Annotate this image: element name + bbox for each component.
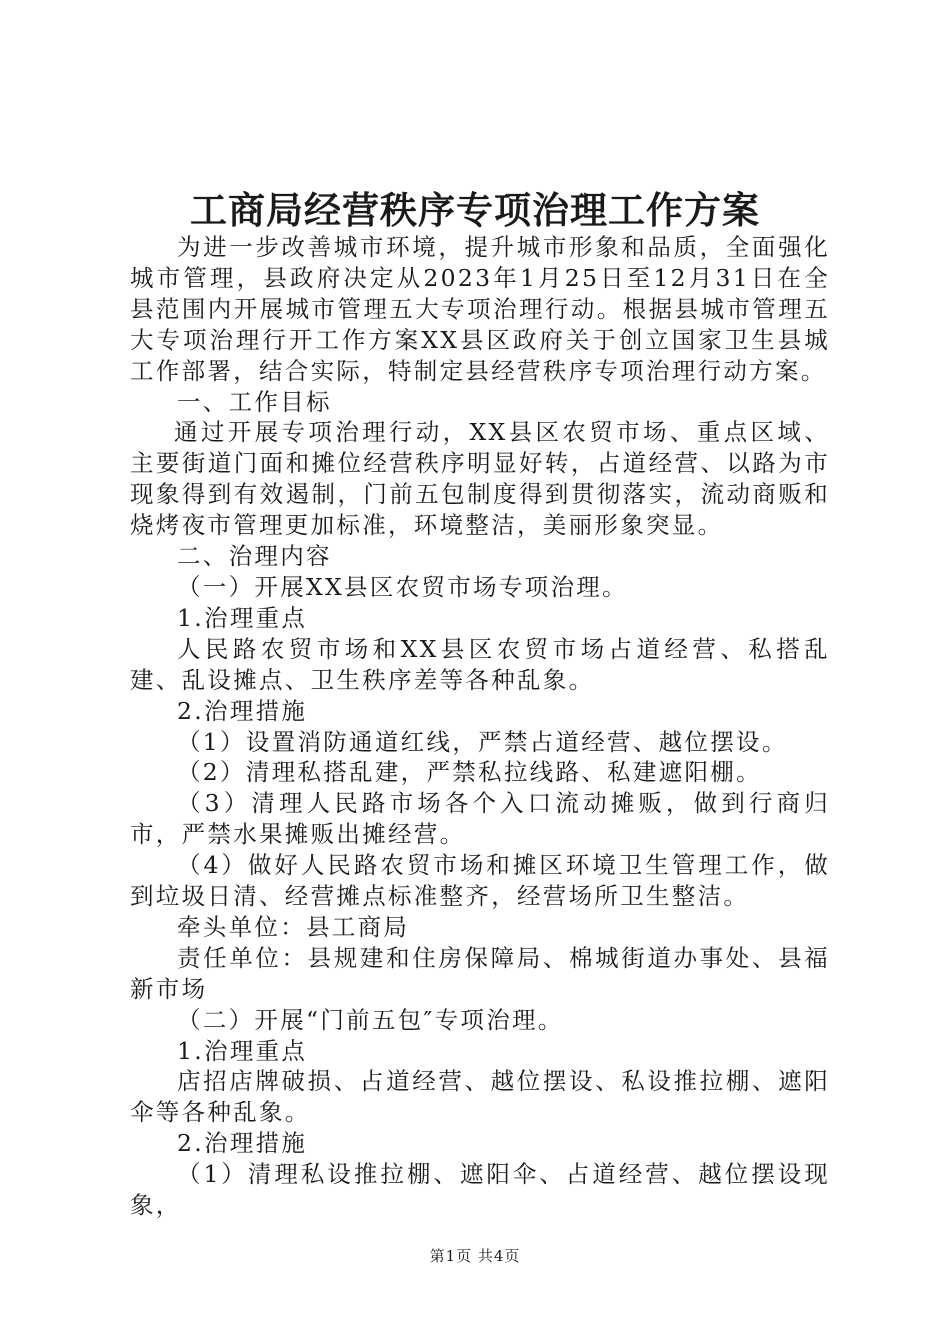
measure-item: （1）清理私设推拉棚、遮阳伞、占道经营、越位摆设现象， — [130, 1160, 830, 1220]
section-heading-content: 二、治理内容 — [177, 542, 332, 571]
goals-paragraph: 通过开展专项治理行动，XX县区农贸市场、重点区域、主要街道门面和摊位经营秩序明显好转，占道经营、以路为市现象得到有效遏制，门前五包制度得到贯彻落实，流动商贩和烧烤夜市管理更加标准，环境整洁，美丽形象突显。 — [130, 418, 830, 540]
measure-item: （2）清理私搭乱建，严禁私拉线路、私建遮阳棚。 — [177, 758, 762, 787]
subsection-heading-five-guarantees: （二）开展“门前五包″专项治理。 — [177, 1005, 564, 1034]
section-heading-goals: 一、工作目标 — [177, 387, 332, 416]
item-heading-measures: 2.治理措施 — [177, 1129, 308, 1158]
subsection-heading-market: （一）开展XX县区农贸市场专项治理。 — [177, 572, 628, 601]
document-body — [130, 232, 830, 1221]
focus-paragraph: 人民路农贸市场和XX县区农贸市场占道经营、私搭乱建、乱设摊点、卫生秩序差等各种乱象。 — [130, 634, 830, 694]
document-title: 工商局经营秩序专项治理工作方案 — [190, 188, 760, 232]
intro-paragraph: 为进一步改善城市环境，提升城市形象和品质，全面强化城市管理，县政府决定从2023年1月25日至12月31日在全县范围内开展城市管理五大专项治理行动。根据县城市管理五大专项治理行开工作方案XX县区政府关于创立国家卫生县城工作部署，结合实际，特制定县经营秩序专项治理行动方案。 — [130, 233, 830, 385]
responsible-units: 责任单位：县规建和住房保障局、棉城街道办事处、县福新市场 — [130, 943, 830, 1003]
measure-item: （3）清理人民路市场各个入口流动摊贩，做到行商归市，严禁水果摊贩出摊经营。 — [130, 789, 830, 849]
item-heading-focus: 1.治理重点 — [177, 1036, 308, 1065]
item-heading-focus: 1.治理重点 — [177, 603, 308, 632]
item-heading-measures: 2.治理措施 — [177, 696, 308, 725]
lead-unit: 牵头单位：县工商局 — [177, 912, 410, 941]
page-indicator: 第1页 共4页 — [429, 1247, 521, 1265]
focus-paragraph: 店招店牌破损、占道经营、越位摆设、私设推拉棚、遮阳伞等各种乱象。 — [130, 1067, 830, 1127]
measure-item: （4）做好人民路农贸市场和摊区环境卫生管理工作，做到垃圾日清、经营摊点标准整齐，经营场所卫生整洁。 — [130, 851, 830, 911]
measure-item: （1）设置消防通道红线，严禁占道经营、越位摆设。 — [177, 727, 788, 756]
